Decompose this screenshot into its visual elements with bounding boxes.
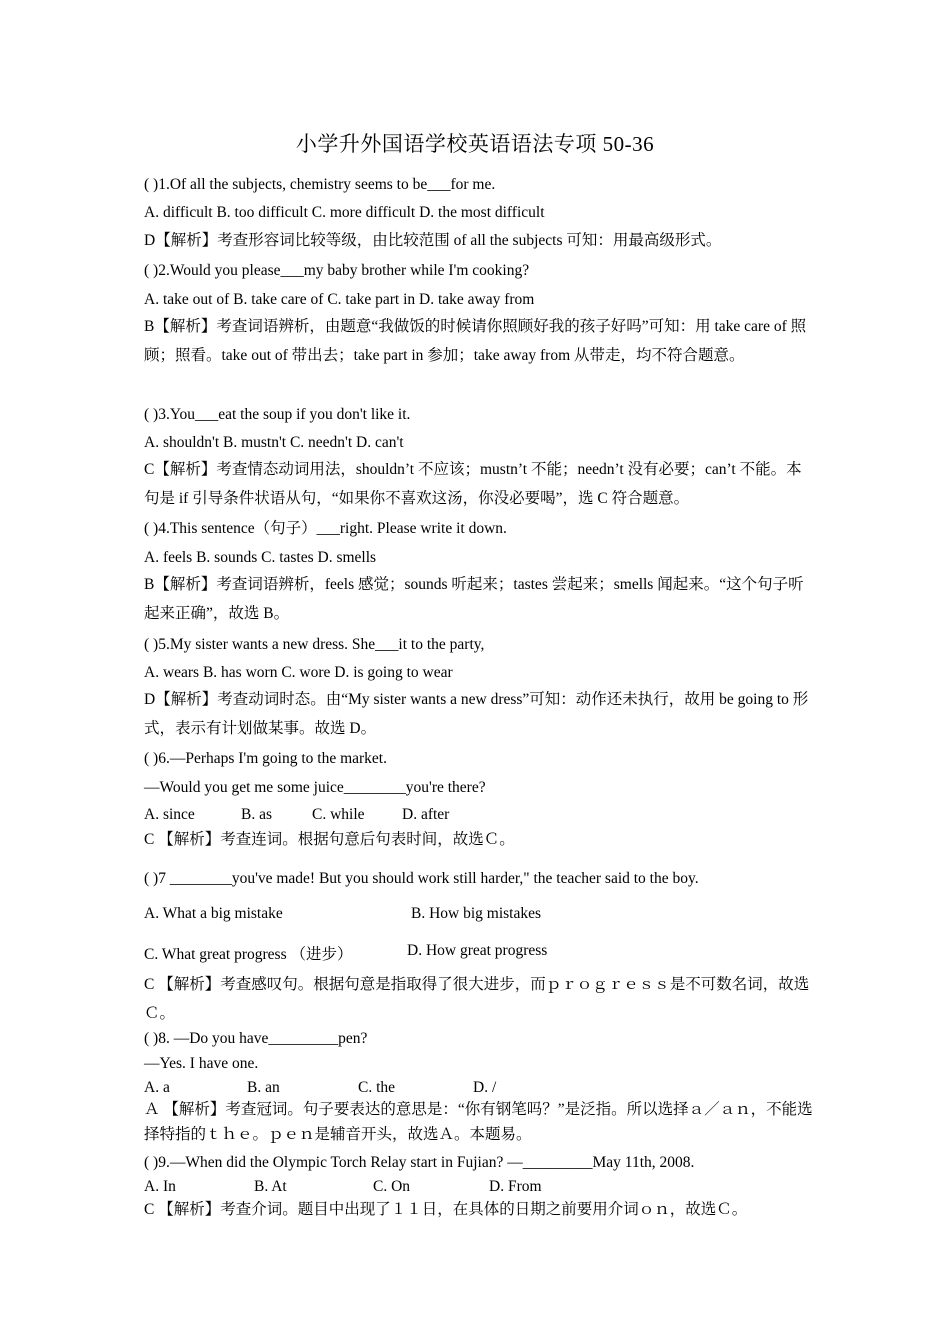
question-8-option-c: C. the <box>358 1079 396 1096</box>
question-9-option-b: B. At <box>254 1178 287 1195</box>
question-7-option-a: A. What a big mistake <box>144 905 283 922</box>
question-4-answer: B【解析】考查词语辨析，feels 感觉；sounds 听起来；tastes 尝起来；smells 闻起来。“这个句子听起来正确”，故选 B。 <box>144 576 804 622</box>
question-8: ( )8. —Do you have_________pen? <box>144 1030 368 1047</box>
document-title: 小学升外国语学校英语语法专项 50-36 <box>295 132 655 156</box>
question-1-answer: D【解析】考查形容词比较等级，由比较范围 of all the subjects 可知：用最高级形式。 <box>144 232 722 249</box>
question-7-option-d: D. How great progress <box>407 942 548 959</box>
question-9-option-d: D. From <box>489 1178 542 1195</box>
question-8-option-a: A. a <box>144 1079 170 1096</box>
question-6-line-2: —Would you get me some juice________you're there? <box>144 779 486 796</box>
question-2-options: A. take out of B. take care of C. take part in D. take away from <box>144 291 535 308</box>
question-8-answer: Ａ 【解析】考查冠词。句子要表达的意思是：“你有钢笔吗？”是泛指。所以选择ａ／ａｎ，不能选择特指的ｔｈｅ。ｐｅｎ是辅音开头，故选Ａ。本题易。 <box>144 1101 813 1143</box>
question-1-options: A. difficult B. too difficult C. more difficult D. the most difficult <box>144 204 545 221</box>
question-2-answer: B【解析】考查词语辨析，由题意“我做饭的时候请你照顾好我的孩子好吗”可知：用 take care of 照顾；照看。take out of 带出去；take part in 参加；take away from 从带走，均不符合题意。 <box>144 318 807 364</box>
question-5-answer: D【解析】考查动词时态。由“My sister wants a new dress”可知：动作还未执行，故用 be going to 形式，表示有计划做某事。故选 D。 <box>144 691 809 737</box>
question-7-answer: C 【解析】考查感叹句。根据句意是指取得了很大进步，而ｐｒｏｇｒｅｓｓ是不可数名词，故选Ｃ。 <box>144 976 810 1022</box>
question-8-option-d: D. / <box>473 1079 497 1096</box>
question-6-answer: C 【解析】考查连词。根据句意后句表时间，故选Ｃ。 <box>144 831 515 848</box>
question-3-options: A. shouldn't B. mustn't C. needn't D. can't <box>144 434 404 451</box>
question-9: ( )9.—When did the Olympic Torch Relay start in Fujian? —_________May 11th, 2008. <box>144 1154 695 1171</box>
question-7-option-c: C. What great progress （进步） <box>144 946 353 963</box>
question-6-option-d: D. after <box>402 806 450 823</box>
question-6-option-b: B. as <box>241 806 272 823</box>
question-9-answer: C 【解析】考查介词。题目中出现了１１日，在具体的日期之前要用介词ｏｎ，故选Ｃ。 <box>144 1201 748 1218</box>
question-7: ( )7 ________you've made! But you should work still harder," the teacher said to the boy. <box>144 870 699 887</box>
question-6-option-a: A. since <box>144 806 195 823</box>
question-4: ( )4.This sentence（句子）___right. Please write it down. <box>144 520 507 537</box>
question-5-options: A. wears B. has worn C. wore D. is going to wear <box>144 664 453 681</box>
question-3-answer: C【解析】考查情态动词用法，shouldn’t 不应该；mustn’t 不能；needn’t 没有必要；can’t 不能。本句是 if 引导条件状语从句，“如果你不喜欢这汤，你没必要喝”，选 C 符合题意。 <box>144 461 802 507</box>
question-6-option-c: C. while <box>312 806 365 823</box>
question-8-line-2: —Yes. I have one. <box>144 1055 259 1072</box>
question-7-option-b: B. How big mistakes <box>411 905 542 922</box>
question-4-options: A. feels B. sounds C. tastes D. smells <box>144 549 377 566</box>
question-2: ( )2.Would you please___my baby brother while I'm cooking? <box>144 262 530 279</box>
question-8-option-b: B. an <box>247 1079 280 1096</box>
question-6: ( )6.—Perhaps I'm going to the market. <box>144 750 387 767</box>
question-9-option-a: A. In <box>144 1178 176 1195</box>
question-9-option-c: C. On <box>373 1178 411 1195</box>
question-5: ( )5.My sister wants a new dress. She___it to the party, <box>144 636 485 653</box>
question-3: ( )3.You___eat the soup if you don't like it. <box>144 406 411 423</box>
question-1: ( )1.Of all the subjects, chemistry seems to be___for me. <box>144 176 496 193</box>
